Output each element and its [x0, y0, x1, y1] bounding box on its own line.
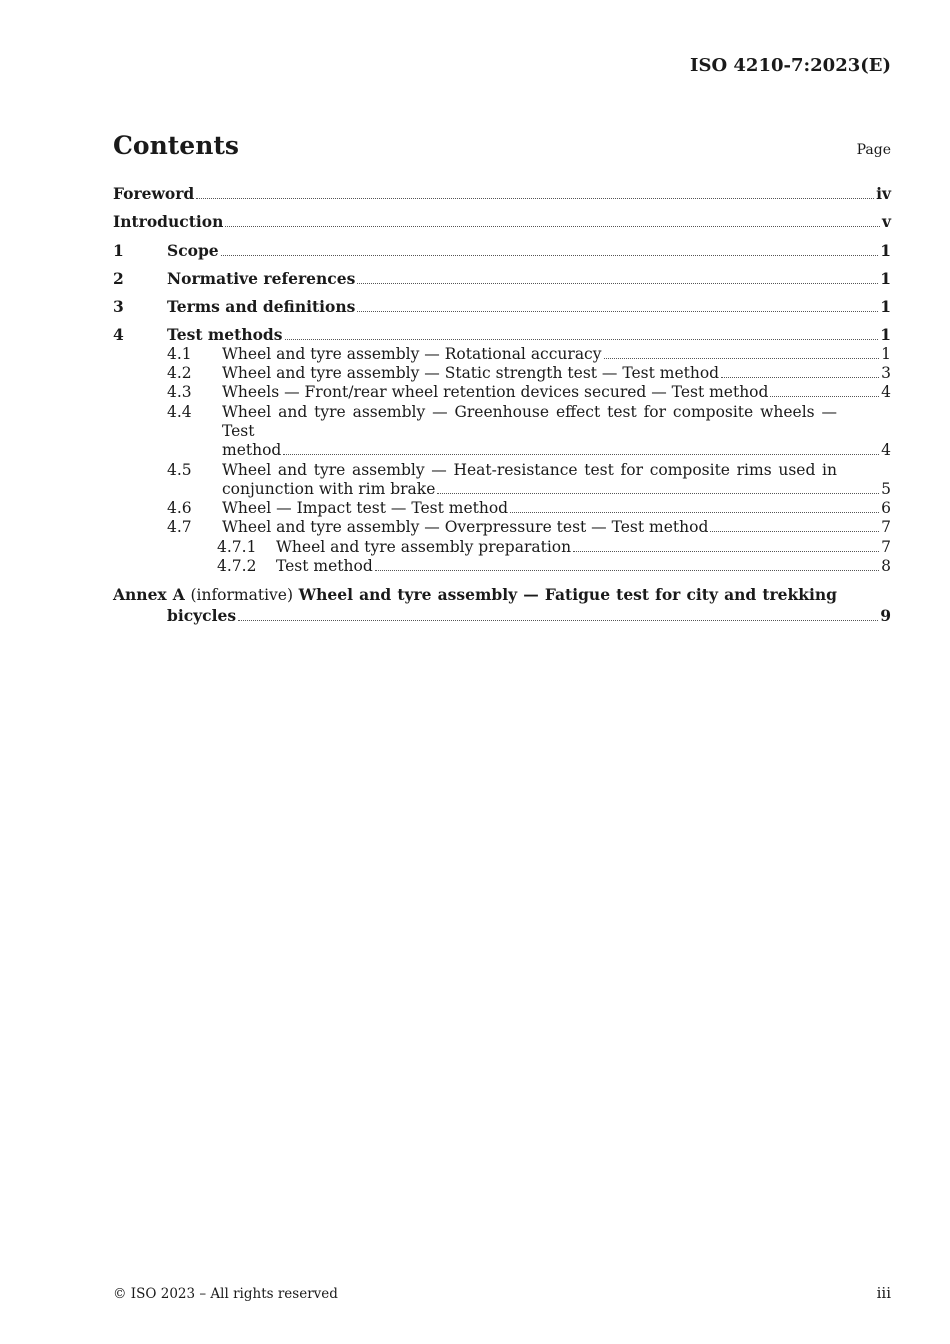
annex-qualifier: (informative) [190, 586, 294, 605]
toc-number: 4.3 [167, 383, 192, 402]
toc-entry-4-7-2[interactable] [113, 557, 891, 576]
toc-page: 7 [881, 518, 891, 537]
toc-title: Wheel and tyre assembly — Rotational accuracy [222, 344, 602, 363]
toc-number: 4.7.2 [217, 557, 257, 576]
toc-page: 1 [880, 268, 891, 288]
annex-title-line2-row [113, 606, 891, 625]
toc-title: Introduction [113, 212, 224, 232]
annex-title-line1: Wheel and tyre assembly — Fatigue test for city and trekking [298, 585, 837, 605]
toc-title-line2: conjunction with rim brake [222, 479, 436, 498]
toc-title: Wheels — Front/rear wheel retention devices secured — Test method [222, 383, 769, 402]
toc-leader [196, 198, 874, 199]
table-of-contents [113, 184, 891, 625]
annex-title-line2: bicycles [167, 605, 237, 625]
toc-page: 5 [881, 479, 891, 498]
toc-title-line2-row [222, 441, 891, 460]
toc-entry-test-methods[interactable] [113, 325, 891, 344]
toc-leader [604, 358, 880, 359]
toc-entry-introduction[interactable] [113, 212, 891, 231]
toc-leader [238, 620, 878, 621]
toc-number: 4.4 [167, 402, 192, 421]
toc-number: 4 [113, 325, 124, 345]
toc-title: Scope [167, 240, 219, 260]
toc-number: 4.7.1 [217, 537, 257, 556]
toc-page: 4 [881, 383, 891, 402]
toc-entry-foreword[interactable] [113, 184, 891, 203]
toc-page: 4 [881, 441, 891, 460]
toc-title-block [222, 403, 891, 461]
toc-title: Foreword [113, 184, 195, 203]
toc-title-line1: Wheel and tyre assembly — Greenhouse effect test for composite wheels — Test [222, 402, 837, 440]
toc-entry-4-5[interactable] [113, 461, 891, 500]
toc-number: 1 [113, 240, 124, 260]
toc-leader [510, 512, 879, 513]
toc-leader [770, 396, 879, 397]
toc-entry-4-4[interactable] [113, 403, 891, 461]
toc-page: v [881, 212, 891, 232]
toc-entry-4-1[interactable] [113, 345, 891, 364]
toc-leader [721, 377, 879, 378]
toc-entry-4-2[interactable] [113, 364, 891, 383]
toc-number: 3 [113, 297, 124, 317]
toc-leader [285, 339, 879, 340]
copyright-notice: © ISO 2023 – All rights reserved [113, 1286, 338, 1302]
toc-leader [225, 226, 880, 227]
toc-leader [283, 454, 879, 455]
toc-title: Test methods [167, 325, 283, 345]
toc-entry-terms-definitions[interactable] [113, 297, 891, 316]
annex-label: Annex A [113, 585, 185, 605]
toc-page: 1 [880, 325, 891, 345]
toc-number: 4.1 [167, 344, 192, 363]
toc-page: 6 [881, 499, 891, 518]
toc-number: 4.5 [167, 460, 192, 479]
toc-title-line1: Wheel and tyre assembly — Heat-resistance test for composite rims used in [222, 460, 837, 479]
toc-page: 8 [881, 557, 891, 576]
toc-leader [221, 255, 879, 256]
toc-leader [357, 283, 878, 284]
toc-title: Test method [276, 557, 373, 576]
toc-title-line2: method [222, 441, 282, 460]
toc-page: 1 [880, 240, 891, 260]
toc-number: 2 [113, 268, 124, 288]
toc-leader [437, 493, 879, 494]
toc-entry-annex-a[interactable] [113, 585, 891, 625]
toc-leader [573, 551, 879, 552]
toc-entry-4-7[interactable] [113, 518, 891, 537]
toc-page: 1 [880, 297, 891, 317]
toc-entry-normative-references[interactable] [113, 269, 891, 288]
toc-leader [357, 311, 878, 312]
contents-heading: Contents [113, 131, 240, 160]
toc-title: Wheel and tyre assembly preparation [276, 537, 572, 556]
toc-title: Wheel — Impact test — Test method [222, 499, 509, 518]
toc-page: 1 [881, 344, 891, 363]
toc-leader [375, 570, 879, 571]
document-id: ISO 4210-7:2023(E) [690, 55, 891, 76]
annex-title-line1-row [113, 585, 891, 605]
toc-title-block [222, 461, 891, 500]
toc-title: Wheel and tyre assembly — Static strength test — Test method [222, 364, 720, 383]
toc-entry-4-3[interactable] [113, 383, 891, 402]
toc-title-line2-row [222, 480, 891, 499]
toc-title: Wheel and tyre assembly — Overpressure test — Test method [222, 518, 709, 537]
page-number: iii [876, 1284, 891, 1302]
toc-page: 3 [881, 364, 891, 383]
toc-page: 9 [880, 605, 891, 625]
toc-number: 4.2 [167, 364, 192, 383]
toc-title: Normative references [167, 268, 356, 288]
toc-leader [710, 531, 879, 532]
toc-number: 4.7 [167, 518, 192, 537]
toc-entry-scope[interactable] [113, 241, 891, 260]
toc-page: 7 [881, 537, 891, 556]
toc-page: iv [876, 184, 891, 203]
toc-entry-4-6[interactable] [113, 499, 891, 518]
toc-number: 4.6 [167, 499, 192, 518]
toc-title: Terms and definitions [167, 297, 356, 317]
toc-entry-4-7-1[interactable] [113, 538, 891, 557]
page-column-label: Page [856, 142, 891, 158]
